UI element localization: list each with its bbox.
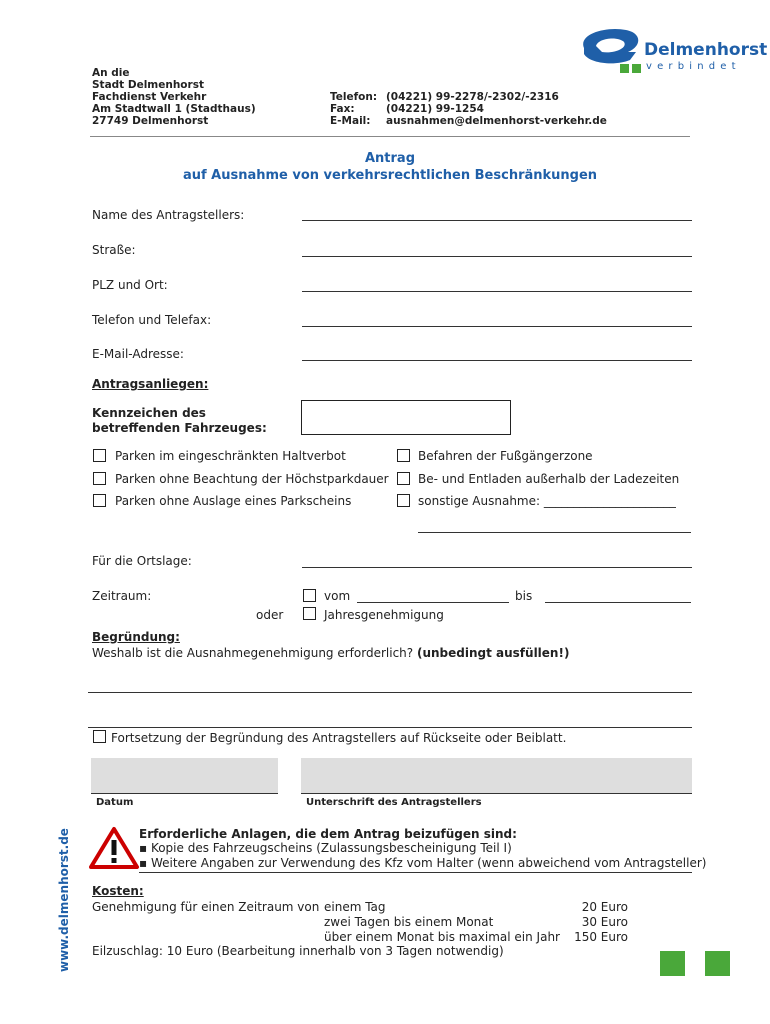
checkbox-parking-ticket[interactable] [93, 494, 106, 507]
checkbox-continuation[interactable] [93, 730, 106, 743]
email-input[interactable] [302, 360, 692, 361]
phone-value: (04221) 99-2278/-2302/-2316 [386, 91, 559, 103]
period-label: Zeitraum: [92, 589, 152, 603]
footer-square-icon [705, 951, 730, 976]
zip-city-label: PLZ und Ort: [92, 278, 168, 292]
header-divider [90, 136, 690, 137]
checkbox-restricted-parking[interactable] [93, 449, 106, 462]
fax-label: Fax: [330, 103, 355, 115]
checkbox-other-exception[interactable] [397, 494, 410, 507]
logo-name: Delmenhorst [644, 40, 768, 60]
annual-label: Jahresgenehmigung [324, 608, 444, 622]
cost-period: einem Tag [324, 900, 386, 914]
phone-fax-input[interactable] [302, 326, 692, 327]
zip-city-input[interactable] [302, 291, 692, 292]
phone-fax-label: Telefon und Telefax: [92, 313, 212, 327]
checkbox-period-from[interactable] [303, 589, 316, 602]
plate-input[interactable] [301, 400, 511, 435]
address-line: 27749 Delmenhorst [92, 115, 209, 127]
to-label: bis [515, 589, 533, 603]
address-line: Am Stadtwall 1 (Stadthaus) [92, 103, 256, 115]
address-line: An die [92, 67, 130, 79]
reason-input-line-1[interactable] [88, 692, 692, 693]
option-label: Be- und Entladen außerhalb der Ladezeiten [418, 472, 680, 486]
location-label: Für die Ortslage: [92, 554, 192, 568]
name-input[interactable] [302, 220, 692, 221]
phone-label: Telefon: [330, 91, 378, 103]
reason-heading: Begründung: [92, 630, 180, 644]
to-date-input[interactable] [545, 602, 691, 603]
attachments-heading: Erforderliche Anlagen, die dem Antrag beizufügen sind: [139, 827, 517, 841]
signature-label: Unterschrift des Antragstellers [306, 797, 482, 808]
checkbox-annual-permit[interactable] [303, 607, 316, 620]
email-field-label: E-Mail-Adresse: [92, 347, 184, 361]
address-line: Fachdienst Verkehr [92, 91, 207, 103]
name-label: Name des Antragstellers: [92, 208, 245, 222]
logo [576, 24, 768, 84]
checkbox-pedestrian-zone[interactable] [397, 449, 410, 462]
surcharge-text: Eilzuschlag: 10 Euro (Bearbeitung innerhalb von 3 Tagen notwendig) [92, 944, 504, 958]
cost-period: zwei Tagen bis einem Monat [324, 915, 494, 929]
title-line-2: auf Ausnahme von verkehrsrechtlichen Beschränkungen [182, 168, 598, 183]
costs-intro: Genehmigung für einen Zeitraum von [92, 900, 320, 914]
other-exception-input[interactable] [418, 532, 691, 533]
checkbox-loading-times[interactable] [397, 472, 410, 485]
option-label: Befahren der Fußgängerzone [418, 449, 593, 463]
reason-question: Weshalb ist die Ausnahmegenehmigung erforderlich? (unbedingt ausfüllen!) [92, 646, 570, 660]
plate-label: Kennzeichen des betreffenden Fahrzeuges: [92, 406, 267, 435]
from-label: vom [324, 589, 351, 603]
email-label: E-Mail: [330, 115, 371, 127]
title-line-1: Antrag [364, 151, 416, 166]
location-input[interactable] [302, 567, 692, 568]
option-label: Parken ohne Beachtung der Höchstparkdauer [115, 472, 389, 486]
fax-value: (04221) 99-1254 [386, 103, 484, 115]
logo-square-icon [620, 64, 629, 73]
continuation-label: Fortsetzung der Begründung des Antragstellers auf Rückseite oder Beiblatt. [111, 731, 567, 745]
date-label: Datum [96, 797, 134, 808]
date-input[interactable] [91, 758, 278, 794]
street-input[interactable] [302, 256, 692, 257]
cost-price: 20 Euro [581, 900, 628, 914]
costs-heading: Kosten: [92, 884, 144, 898]
option-label: sonstige Ausnahme: ______________________ [418, 494, 676, 508]
reason-input-line-2[interactable] [88, 727, 692, 728]
address-line: Stadt Delmenhorst [92, 79, 204, 91]
contact-block [330, 91, 607, 127]
request-heading: Antragsanliegen: [92, 377, 209, 391]
cost-price: 150 Euro [574, 930, 628, 944]
option-label: Parken im eingeschränkten Haltverbot [115, 449, 346, 463]
recipient-address [92, 67, 256, 127]
side-url: www.delmenhorst.de [57, 828, 71, 972]
logo-tagline: v e r b i n d e t [646, 61, 737, 72]
form-title [90, 150, 690, 184]
from-date-input[interactable] [357, 602, 509, 603]
logo-square-icon [632, 64, 641, 73]
email-value: ausnahmen@delmenhorst-verkehr.de [386, 115, 607, 127]
checkbox-max-parking-time[interactable] [93, 472, 106, 485]
signature-input[interactable] [301, 758, 692, 794]
cost-period: über einem Monat bis maximal ein Jahr [324, 930, 560, 944]
attachment-item: ▪ Kopie des Fahrzeugscheins (Zulassungsbescheinigung Teil I) [139, 841, 512, 855]
attachment-item: ▪ Weitere Angaben zur Verwendung des Kfz vom Halter (wenn abweichend vom Antragsteller) [139, 856, 707, 870]
footer-square-icon [660, 951, 685, 976]
street-label: Straße: [92, 243, 136, 257]
attachments-divider [139, 872, 692, 873]
option-label: Parken ohne Auslage eines Parkscheins [115, 494, 352, 508]
cost-price: 30 Euro [581, 915, 628, 929]
or-label: oder [256, 608, 284, 622]
warning-icon [88, 826, 140, 870]
